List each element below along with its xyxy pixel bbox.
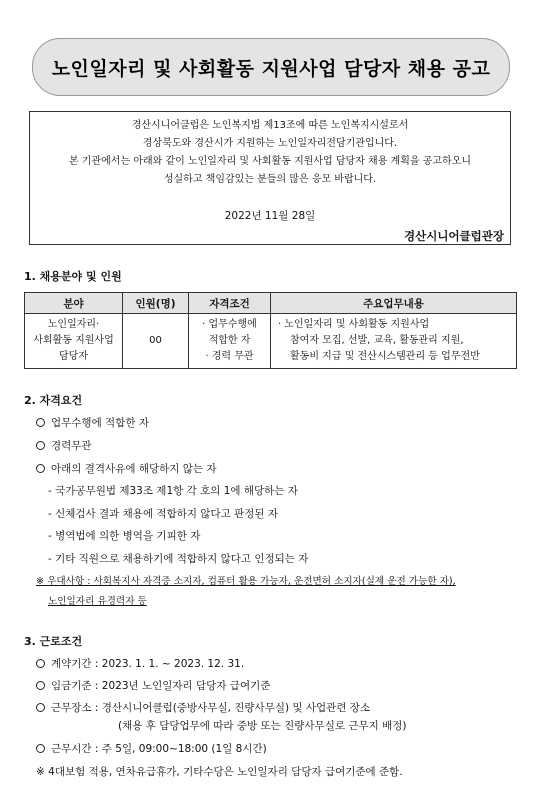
qualification-item: 경력무관 [36,438,92,453]
circle-bullet-icon [36,659,45,668]
circle-bullet-icon [36,703,45,712]
work-condition-item: 임금기준 : 2023년 노인일자리 담당자 급여기준 [36,678,270,693]
circle-bullet-icon [36,744,45,753]
notice-box [29,111,511,245]
notice-line: 경산시니어클럽은 노인복지법 제13조에 따른 노인복지시설로서 [131,120,409,131]
preference-note: ※ 우대사항 : 사회복지사 자격증 소지자, 컴퓨터 활용 가능자, 운전면허 소지자(실제 운전 가능한 자), [36,576,456,587]
cell-field [25,314,123,369]
cell-count: 00 [123,314,189,369]
duty-line: · 노인일자리 및 사회활동 지원사업 [278,319,430,330]
notice-line: 경상북도와 경산시가 지원하는 노인일자리전담기관입니다. [142,138,398,149]
cell-qualification [189,314,271,369]
notice-line: 성실하고 책임감있는 분들의 많은 응모 바랍니다. [163,174,377,185]
header-field: 분야 [25,293,123,314]
field-line: 담당자 [59,351,88,362]
qualification-line: · 경력 무관 [205,351,254,362]
work-condition-item: 근무시간 : 주 5일, 09:00~18:00 (1일 8시간) [36,741,267,756]
qualification-item: 아래의 결격사유에 해당하지 않는 자 [36,461,217,476]
cell-duties [271,314,517,369]
header-count: 인원(명) [123,293,189,314]
header-duties: 주요업무내용 [271,293,517,314]
circle-bullet-icon [36,464,45,473]
duty-line: 활동비 지급 및 전산시스템관리 등 업무전반 [290,351,480,362]
qualification-line: · 업무수행에 [202,319,257,330]
disqualification-item: - 신체검사 결과 채용에 적합하지 않다고 판정된 자 [48,508,279,520]
work-condition-note: ※ 4대보험 적용, 연차유급휴가, 기타수당은 노인일자리 담당자 급여기준에 준함. [36,766,403,778]
section-1-title: 1. 채용분야 및 인원 [24,270,122,283]
circle-bullet-icon [36,441,45,450]
disqualification-item: - 국가공무원법 제33조 제1항 각 호의 1에 해당하는 자 [48,485,298,497]
recruitment-table [24,292,517,369]
table-row [25,314,517,369]
disqualification-item: - 기타 직원으로 채용하기에 적합하지 않다고 인정되는 자 [48,553,309,565]
notice-line: 본 기관에서는 아래와 같이 노인일자리 및 사회활동 지원사업 담당자 채용 계획을 공고하오니 [68,156,472,167]
circle-bullet-icon [36,681,45,690]
qualification-line: 적합한 자 [208,335,251,346]
disqualification-item: - 병역법에 의한 병역을 기피한 자 [48,530,201,542]
table-header-row [25,293,517,314]
section-2-title: 2. 자격요건 [24,394,83,407]
work-condition-item: 계약기간 : 2023. 1. 1. ~ 2023. 12. 31. [36,656,244,671]
work-condition-item: 근무장소 : 경산시니어클럽(중방사무실, 진량사무실) 및 사업관련 장소 [36,700,370,715]
notice-organization: 경산시니어클럽관장 [404,229,504,243]
circle-bullet-icon [36,418,45,427]
work-place-continued: (채용 후 담당업무에 따라 중방 또는 진량사무실로 근무지 배정) [118,720,407,732]
announcement-title: 노인일자리 및 사회활동 지원사업 담당자 채용 공고 [32,38,510,96]
duty-line: 참여자 모집, 선발, 교육, 활동관리 지원, [290,335,464,346]
section-3-title: 3. 근로조건 [24,635,83,648]
field-line: 노인일자리· [47,319,100,330]
qualification-item: 업무수행에 적합한 자 [36,415,149,430]
header-qualification: 자격조건 [189,293,271,314]
notice-date: 2022년 11월 28일 [224,210,316,222]
preference-note-continued: 노인일자리 유경력자 등 [48,596,147,607]
field-line: 사회활동 지원사업 [33,335,114,346]
